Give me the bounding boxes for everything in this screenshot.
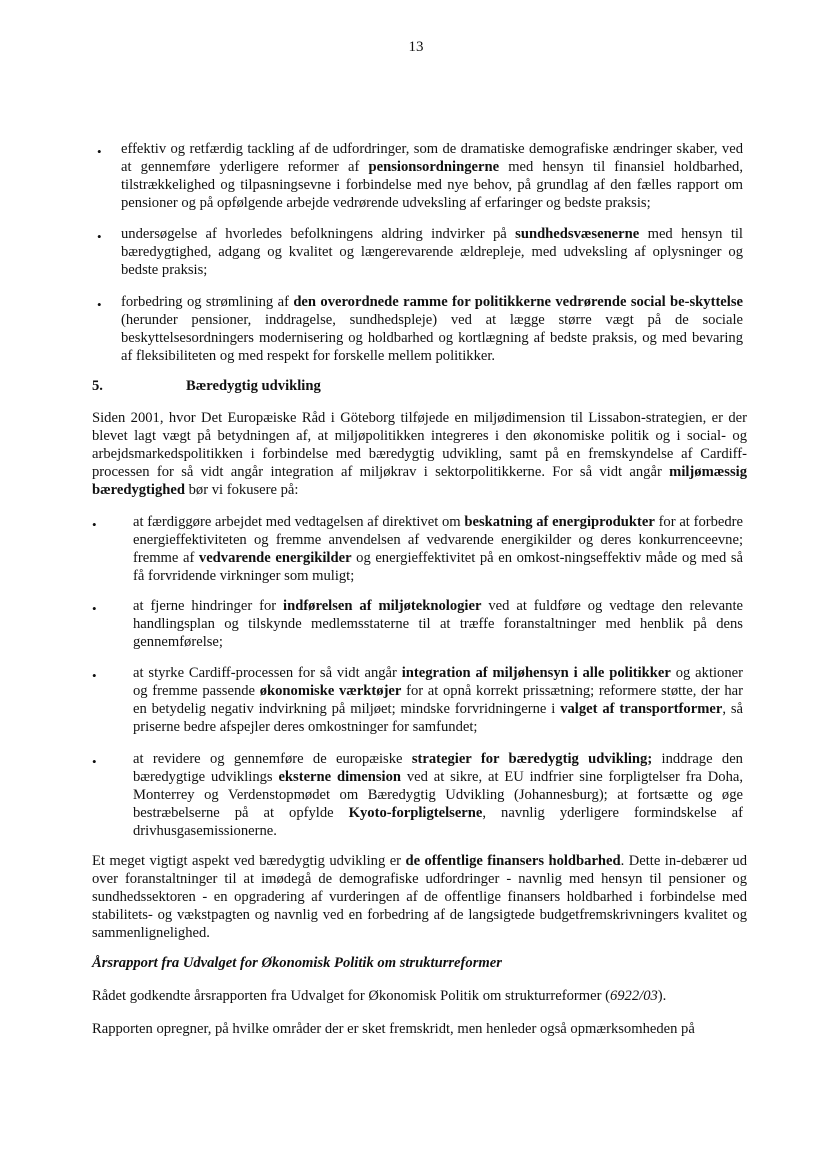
bullet-bold: strategier for bæredygtig udvikling; bbox=[411, 751, 653, 767]
bullet-marker: • bbox=[92, 668, 97, 683]
bullet-health bbox=[121, 225, 743, 279]
bullet-text: effektiv og retfærdig tackling af de udfordringer, som de dramatiske demografiske ændringer skaber, ved at gennemføre yderligere reformer af bbox=[121, 141, 743, 175]
bullet-text: , navnlig yderligere formindskelse af drivhusgasemissionerne. bbox=[133, 805, 744, 839]
bullet-bold: indførelsen af miljøteknologier bbox=[283, 598, 482, 614]
bullet-text: at færdiggøre arbejdet med vedtagelsen af direktivet om bbox=[133, 514, 465, 530]
document-reference: 6922/03 bbox=[609, 988, 658, 1004]
bullet-text: forbedring og strømlining af bbox=[121, 294, 294, 310]
bullet-text: inddrage den bæredygtige udviklings bbox=[133, 751, 743, 785]
bullet-text: med hensyn til finansiel holdbarhed, tilstrækkelighed og tilpasningsevne i forbindelse med nye behov, på grundlag af den fælles rapport om pensioner og på opfølgende arbejde vedrørende udveksling af erfaringer og bedste praksis; bbox=[121, 159, 743, 211]
intro-text: bør vi fokusere på: bbox=[184, 482, 299, 498]
paragraph-text: Et meget vigtigt aspekt ved bæredygtig udvikling er bbox=[92, 853, 406, 869]
bullet-bold: sundhedsvæsenerne bbox=[515, 226, 640, 242]
paragraph-text: Rådet godkendte årsrapporten fra Udvalget for Økonomisk Politik om strukturreformer ( bbox=[92, 988, 610, 1004]
bullet-text: og aktioner og fremme passende bbox=[133, 665, 743, 699]
bullet-marker: • bbox=[92, 601, 97, 616]
bullet-text: med hensyn til bæredygtighed, adgang og kvalitet og længerevarende ældrepleje, med udveksling af oplysninger og bedste praksis; bbox=[121, 226, 743, 278]
annual-report-paragraph bbox=[92, 987, 747, 1005]
bullet-bold: pensionsordningerne bbox=[368, 159, 500, 175]
bullet-bold: vedvarende energikilder bbox=[198, 550, 352, 566]
bullet-text: at revidere og gennemføre de europæiske bbox=[133, 751, 412, 767]
bullet-social-protection bbox=[121, 293, 743, 365]
bullet-marker: • bbox=[92, 517, 97, 532]
bullet-marker: • bbox=[97, 144, 102, 159]
section5-intro bbox=[92, 409, 747, 499]
paragraph-bold: de offentlige finansers holdbarhed bbox=[405, 853, 621, 869]
report-summary-paragraph: Rapporten opregner, på hvilke områder der er sket fremskridt, men henleder også opmærksomheden på bbox=[92, 1021, 695, 1037]
intro-text: Siden 2001, hvor Det Europæiske Råd i Göteborg tilføjede en miljødimension til Lissabon-strategien, er der blevet lagt vægt på betydningen af, at miljøpolitikken integreres i den økonomiske politik og i social- og arbejdsmarkedspolitikken i forbindelse med bæredygtig udvikling, samt på en fremskyndelse af Cardiff-processen for så vidt angår integration af miljøkrav i sektorpolitikkerne. For så vidt angår bbox=[92, 410, 747, 480]
bullet-bold: økonomiske værktøjer bbox=[259, 683, 402, 699]
section-title: Bæredygtig udvikling bbox=[186, 378, 321, 394]
bullet-text: (herunder pensioner, inddragelse, sundhedspleje) ved at lægge større vægt på de sociale beskyttelsesordningers modernisering og holdbarhed og kortlægning af bedste praksis, og med bevaring af fleksibiliteten og med respekt for forskelle mellem politikker. bbox=[121, 312, 743, 364]
bullet-bold: Kyoto-forpligtelserne bbox=[348, 805, 483, 821]
bullet-text: for at opnå korrekt prissætning; reformere støtte, der har en betydelig negativ indvirkning på miljøet; mindske forvridningerne i bbox=[133, 683, 743, 717]
section-number: 5. bbox=[92, 378, 103, 394]
bullet-text: at fjerne hindringer for bbox=[133, 598, 284, 614]
bullet-bold: integration af miljøhensyn i alle politikker bbox=[401, 665, 671, 681]
bullet-bold: beskatning af energiprodukter bbox=[464, 514, 655, 530]
bullet-pensions bbox=[121, 140, 743, 212]
paragraph-text: ). bbox=[657, 988, 667, 1004]
bullet-text: for at forbedre energieffektiviteten og fremme anvendelsen af vedvarende energikilder og deres konkurrenceevne; fremme af bbox=[133, 514, 744, 566]
bullet-bold: den overordnede ramme for politikkerne vedrørende social be-skyttelse bbox=[293, 294, 743, 310]
bullet-text: undersøgelse af hvorledes befolkningens aldring indvirker på bbox=[121, 226, 516, 242]
bullet-marker: • bbox=[92, 754, 97, 769]
bullet-marker: • bbox=[97, 297, 102, 312]
bullet-bold: eksterne dimension bbox=[278, 769, 402, 785]
bullet-text: , så priserne bedre afspejler deres omkostninger for samfundet; bbox=[133, 701, 743, 735]
public-finance-paragraph bbox=[92, 852, 747, 942]
paragraph-text: . Dette in-debærer ud over foranstaltninger til at imødegå de demografiske udfordringer - navnlig med hensyn til pensioner og sundhedssektoren - en opgradering af vurderingen af de offentlige finansers holdbarhed i forbindelse med stabilitets- og vækstpagten og navnlig ved en forbedring af de langsigtede budgetfremskrivningers kvalitet og sammenlignelighed. bbox=[92, 853, 747, 941]
bullet-bold: valget af transportformer bbox=[560, 701, 723, 717]
bullet-text: og energieffektivitet på en omkost-ningseffektiv måde og med så få forvridende virkninger som muligt; bbox=[133, 550, 743, 584]
bullet-marker: • bbox=[97, 229, 102, 244]
annual-report-title: Årsrapport fra Udvalget for Økonomisk Politik om strukturreformer bbox=[92, 955, 502, 971]
intro-bold: miljømæssig bæredygtighed bbox=[92, 464, 747, 498]
page-number: 13 bbox=[408, 39, 424, 55]
bullet-energy-taxation bbox=[133, 513, 743, 585]
bullet-text: at styrke Cardiff-processen for så vidt angår bbox=[133, 665, 402, 681]
bullet-sustainability-strategies bbox=[133, 750, 743, 840]
bullet-cardiff-process bbox=[133, 664, 743, 736]
bullet-text: ved at sikre, at EU indfrier sine forpligtelser fra Doha, Monterrey og Verdenstopmødet om Bæredygtig Udvikling (Johannesburg); at fortsætte og øge bestræbelserne på at opfylde bbox=[133, 769, 743, 821]
bullet-text: ved at fuldføre og vedtage den relevante handlingsplan og tilskynde medlemsstaterne til at træffe foranstaltninger med henblik på dens gennemførelse; bbox=[133, 598, 743, 650]
bullet-env-technologies bbox=[133, 597, 743, 651]
